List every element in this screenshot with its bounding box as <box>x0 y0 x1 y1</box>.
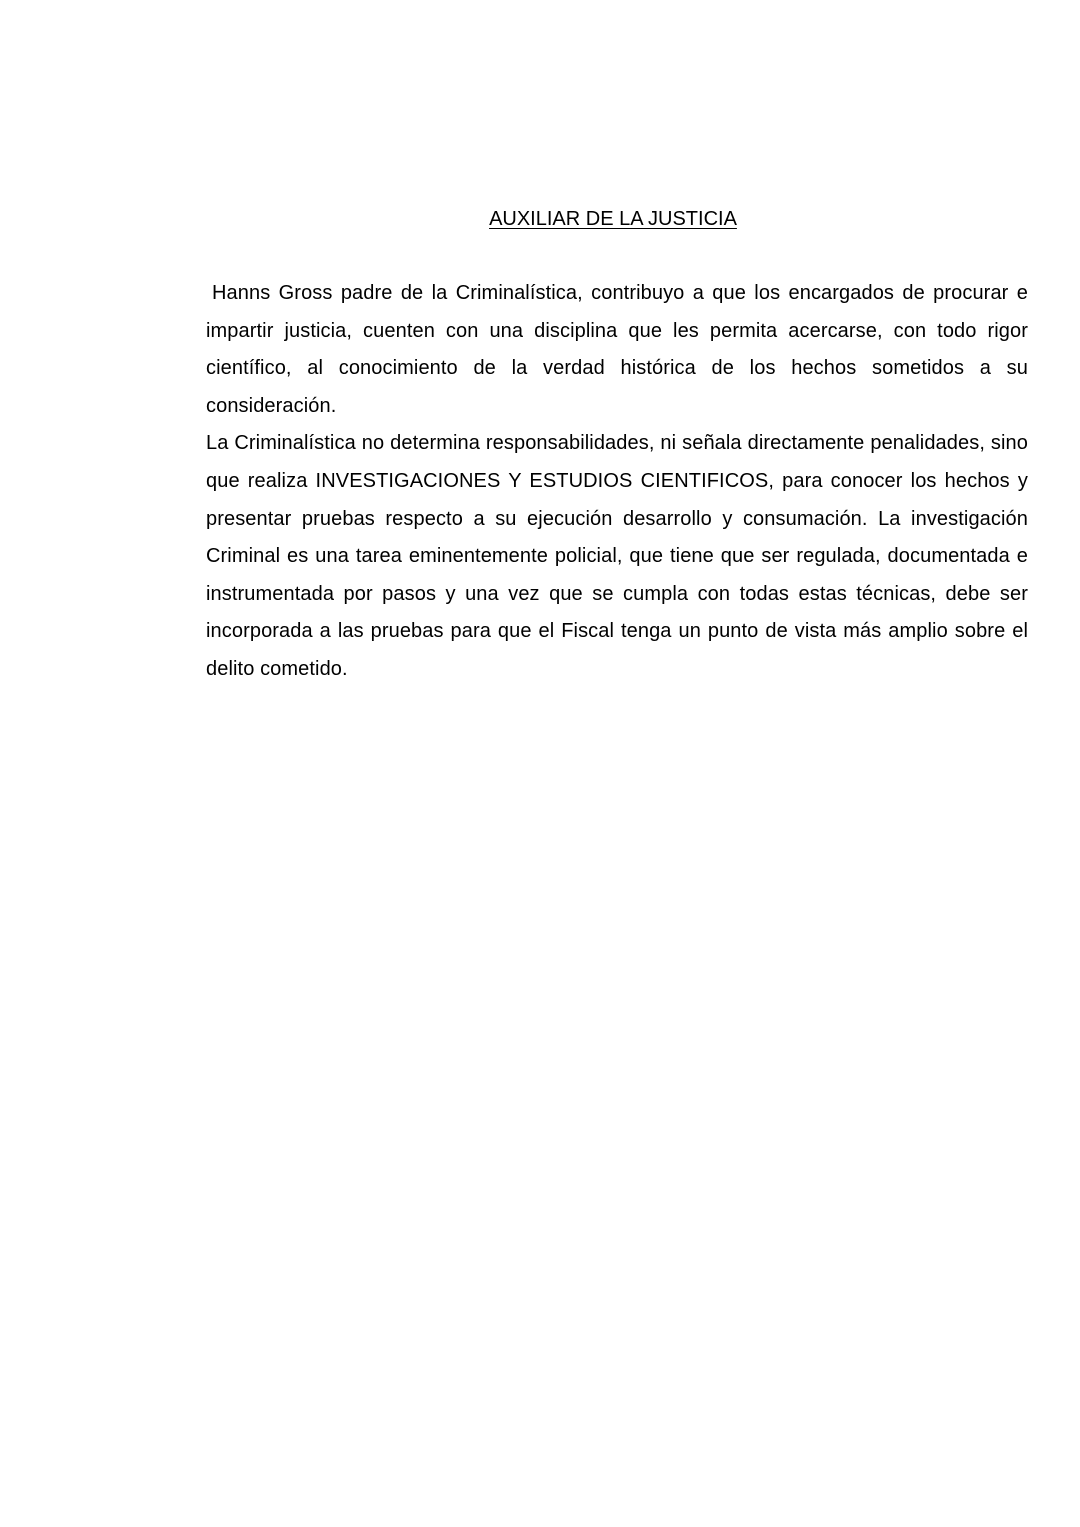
paragraph-intro: Hanns Gross padre de la Criminalística, contribuyo a que los encargados de procurar e impartir justicia, cuenten con una disciplina que les permita acercarse, con todo rigor científico, al conocimiento de la verdad histórica de los hechos sometidos a su consideración. <box>206 282 1028 417</box>
document-body <box>206 275 1028 689</box>
paragraph-criminalistics: La Criminalística no determina responsabilidades, ni señala directamente penalidades, sino que realiza INVESTIGACIONES Y ESTUDIOS CIENTIFICOS, para conocer los hechos y presentar pruebas respecto a su ejecución desarrollo y consumación. La investigación Criminal es una tarea eminentemente policial, que tiene que ser regulada, documentada e instrumentada por pasos y una vez que se cumpla con todas estas técnicas, debe ser incorporada a las pruebas para que el Fiscal tenga un punto de vista más amplio sobre el delito cometido. <box>206 432 1028 680</box>
document-title: AUXILIAR DE LA JUSTICIA <box>489 208 737 230</box>
